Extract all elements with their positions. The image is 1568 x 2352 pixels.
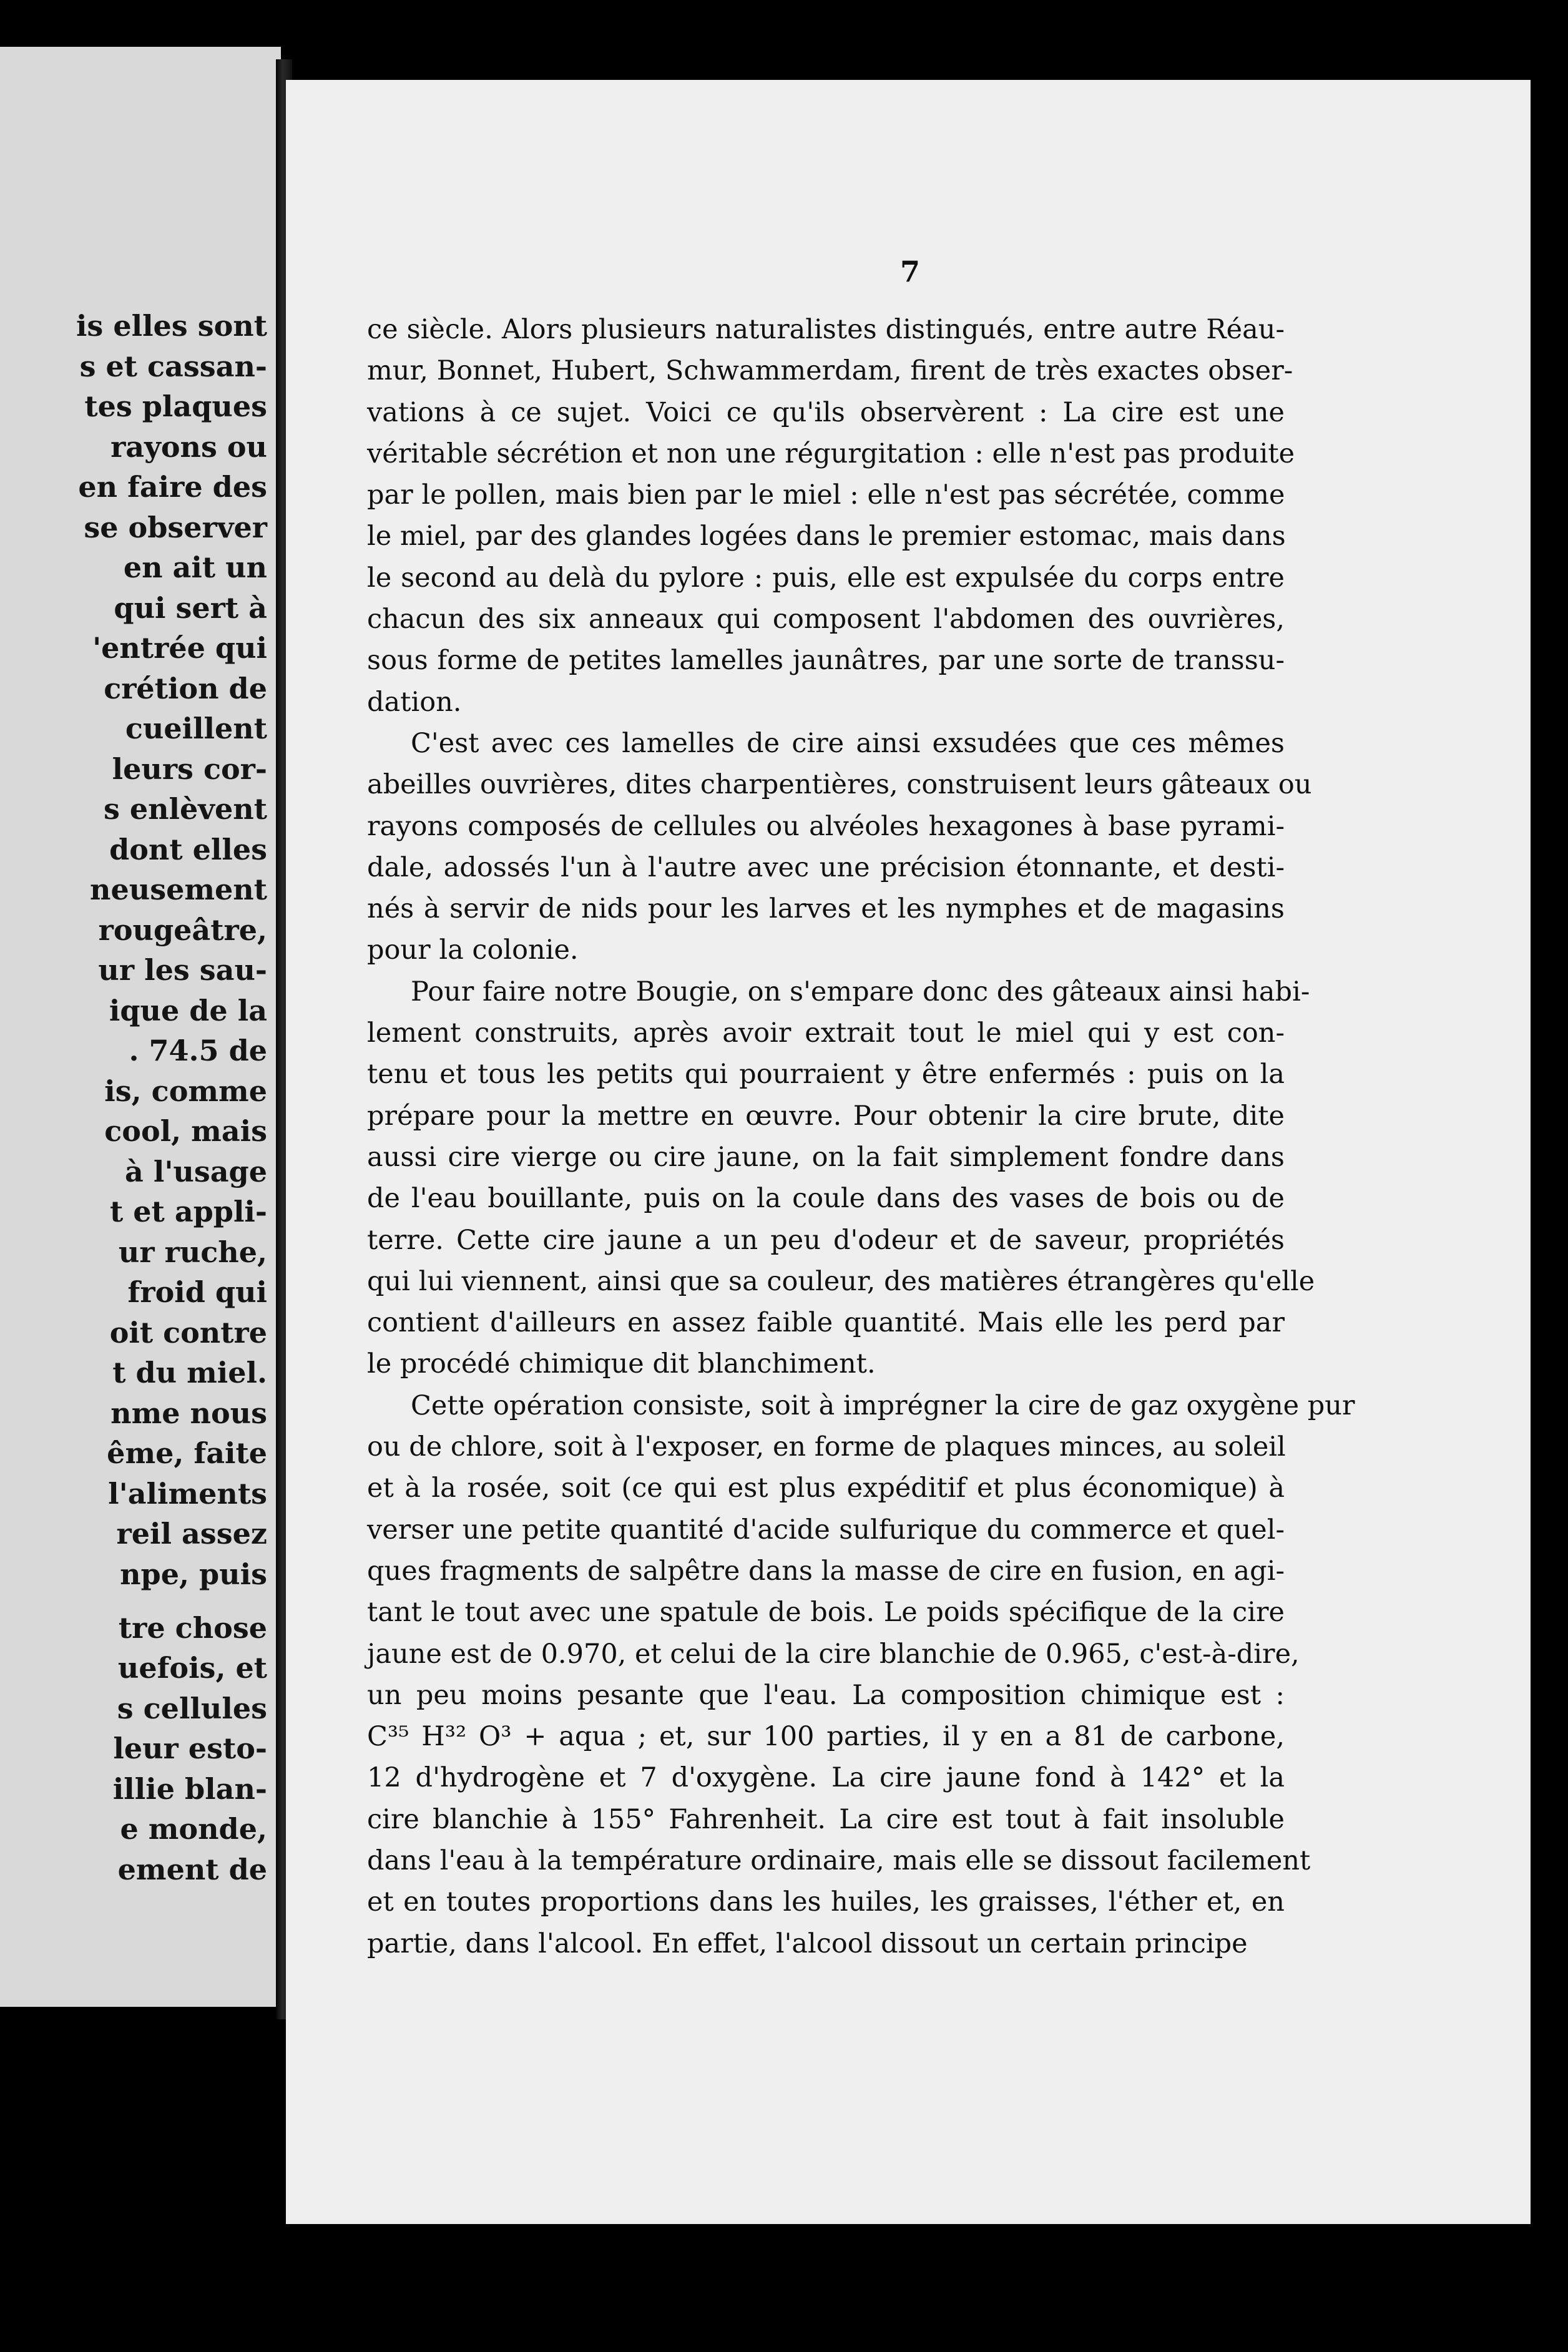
previous-page-line: l'aliments (108, 1476, 267, 1511)
previous-page-line: froid qui (127, 1275, 267, 1309)
text-line: ques fragments de salpêtre dans la masse de cire en fusion, en agi- (367, 1555, 1285, 1587)
page-number: 7 (899, 255, 920, 288)
text-line: 12 d'hydrogène et 7 d'oxygène. La cire jaune fond à 142° et la (367, 1762, 1285, 1794)
previous-page-line: rougeâtre, (98, 913, 267, 947)
previous-page-line: illie blan- (112, 1771, 267, 1806)
text-line: Cette opération consiste, soit à imprégner la cire de gaz oxygène pur (411, 1389, 1355, 1421)
previous-page-line: en faire des (78, 470, 267, 504)
previous-page-line: rayons ou (110, 429, 267, 464)
previous-page-line: s et cassan- (79, 349, 267, 383)
previous-page-line: t du miel. (112, 1356, 267, 1389)
text-line: pour la colonie. (367, 934, 579, 966)
previous-page-line: reil assez (116, 1517, 267, 1551)
text-line: dale, adossés l'un à l'autre avec une précision étonnante, et desti- (367, 851, 1285, 883)
text-line: dation. (367, 686, 462, 718)
previous-page-line: crétion de (104, 671, 267, 705)
current-page (286, 80, 1531, 2224)
previous-page-line: ement de (117, 1852, 267, 1886)
text-line: ou de chlore, soit à l'exposer, en forme de plaques minces, au soleil (367, 1431, 1286, 1463)
paragraph (367, 1385, 1355, 1964)
text-line: le miel, par des glandes logées dans le premier estomac, mais dans (367, 521, 1286, 552)
previous-page-line: oit contre (109, 1315, 267, 1350)
previous-page (0, 47, 281, 2007)
text-line: un peu moins pesante que l'eau. La composition chimique est : (367, 1679, 1285, 1711)
text-line: C³⁵ H³² O³ + aqua ; et, sur 100 parties, il y en a 81 de carbone, (367, 1721, 1285, 1753)
previous-page-line: cool, mais (104, 1114, 267, 1148)
previous-page-line: uefois, et (117, 1651, 267, 1685)
previous-page-line: t et appli- (110, 1195, 267, 1228)
text-line: sous forme de petites lamelles jaunâtres, par une sorte de transsu- (367, 645, 1285, 677)
text-line: de l'eau bouillante, puis on la coule dans des vases de bois ou de (367, 1183, 1285, 1215)
text-line: tenu et tous les petits qui pourraient y être enfermés : puis on la (367, 1059, 1285, 1090)
paragraph (367, 723, 1312, 971)
previous-page-line: ur les sau- (98, 953, 267, 987)
text-line: le procédé chimique dit blanchiment. (367, 1348, 876, 1380)
previous-page-line: cueillent (125, 712, 267, 745)
text-line: verser une petite quantité d'acide sulfurique du commerce et quel- (367, 1514, 1285, 1546)
previous-page-line: tre chose (118, 1610, 267, 1645)
text-line: mur, Bonnet, Hubert, Schwammerdam, firent de très exactes obser- (367, 355, 1293, 387)
text-line: et à la rosée, soit (ce qui est plus expéditif et plus économique) à (367, 1472, 1285, 1504)
previous-page-line: en ait un (123, 551, 267, 584)
text-line: et en toutes proportions dans les huiles, les graisses, l'éther et, en (367, 1886, 1285, 1918)
text-line: ce siècle. Alors plusieurs naturalistes distingués, entre autre Réau- (367, 314, 1285, 345)
text-line: contient d'ailleurs en assez faible quantité. Mais elle les perd par (367, 1307, 1285, 1339)
text-line: C'est avec ces lamelles de cire ainsi exsudées que ces mêmes (411, 727, 1285, 759)
text-line: vations à ce sujet. Voici ce qu'ils observèrent : La cire est une (367, 396, 1285, 428)
text-line: rayons composés de cellules ou alvéoles hexagones à base pyrami- (367, 810, 1285, 842)
text-line: abeilles ouvrières, dites charpentières, construisent leurs gâteaux ou (367, 769, 1312, 801)
text-line: chacun des six anneaux qui composent l'abdomen des ouvrières, (367, 604, 1285, 635)
previous-page-line: s cellules (117, 1691, 267, 1725)
text-line: terre. Cette cire jaune a un peu d'odeur et de saveur, propriétés (367, 1224, 1285, 1256)
text-line: dans l'eau à la température ordinaire, mais elle se dissout facilement (367, 1845, 1311, 1876)
text-line: cire blanchie à 155° Fahrenheit. La cire est tout à fait insoluble (367, 1803, 1285, 1835)
text-line: Pour faire notre Bougie, on s'empare donc des gâteaux ainsi habi- (411, 976, 1310, 1007)
previous-page-line: neusement (90, 873, 267, 906)
text-line: nés à servir de nids pour les larves et les nymphes et de magasins (367, 893, 1285, 925)
previous-page-line: nme nous (110, 1396, 267, 1430)
text-line: tant le tout avec une spatule de bois. Le poids spécifique de la cire (367, 1597, 1285, 1629)
previous-page-line: ur ruche, (118, 1235, 267, 1269)
previous-page-line: ique de la (109, 993, 267, 1027)
previous-page-line: e monde, (120, 1812, 267, 1846)
text-line: prépare pour la mettre en œuvre. Pour obtenir la cire brute, dite (367, 1100, 1285, 1132)
text-line: lement construits, après avoir extrait tout le miel qui y est con- (367, 1017, 1285, 1049)
previous-page-text (0, 306, 267, 1889)
previous-page-line: dont elles (109, 832, 267, 866)
text-line: qui lui viennent, ainsi que sa couleur, des matières étrangères qu'elle (367, 1265, 1315, 1297)
paragraph (367, 971, 1315, 1385)
text-line: par le pollen, mais bien par le miel : elle n'est pas sécrétée, comme (367, 479, 1285, 511)
page-body-text (367, 309, 1355, 1964)
previous-page-line: npe, puis (120, 1557, 267, 1591)
paragraph (367, 309, 1295, 723)
previous-page-line: tes plaques (84, 390, 267, 423)
previous-page-line: ême, faite (107, 1436, 267, 1470)
previous-page-line: leur esto- (113, 1732, 267, 1765)
previous-page-line: qui sert à (114, 590, 267, 625)
text-line: aussi cire vierge ou cire jaune, on la fait simplement fondre dans (367, 1141, 1285, 1173)
text-line: véritable sécrétion et non une régurgitation : elle n'est pas produite (367, 438, 1295, 469)
text-line: partie, dans l'alcool. En effet, l'alcool dissout un certain principe (367, 1928, 1248, 1959)
previous-page-line: 'entrée qui (92, 631, 267, 665)
previous-page-line: is, comme (104, 1074, 267, 1108)
previous-page-line: leurs cor- (112, 752, 267, 786)
text-line: le second au delà du pylore : puis, elle est expulsée du corps entre (367, 562, 1285, 594)
previous-page-line: se observer (84, 510, 267, 544)
previous-page-line: à l'usage (125, 1154, 267, 1188)
text-line: jaune est de 0.970, et celui de la cire blanchie de 0.965, c'est-à-dire, (367, 1638, 1300, 1670)
previous-page-line: s enlèvent (103, 792, 267, 826)
previous-page-line: is elles sont (76, 309, 267, 343)
previous-page-line: . 74.5 de (129, 1034, 267, 1067)
